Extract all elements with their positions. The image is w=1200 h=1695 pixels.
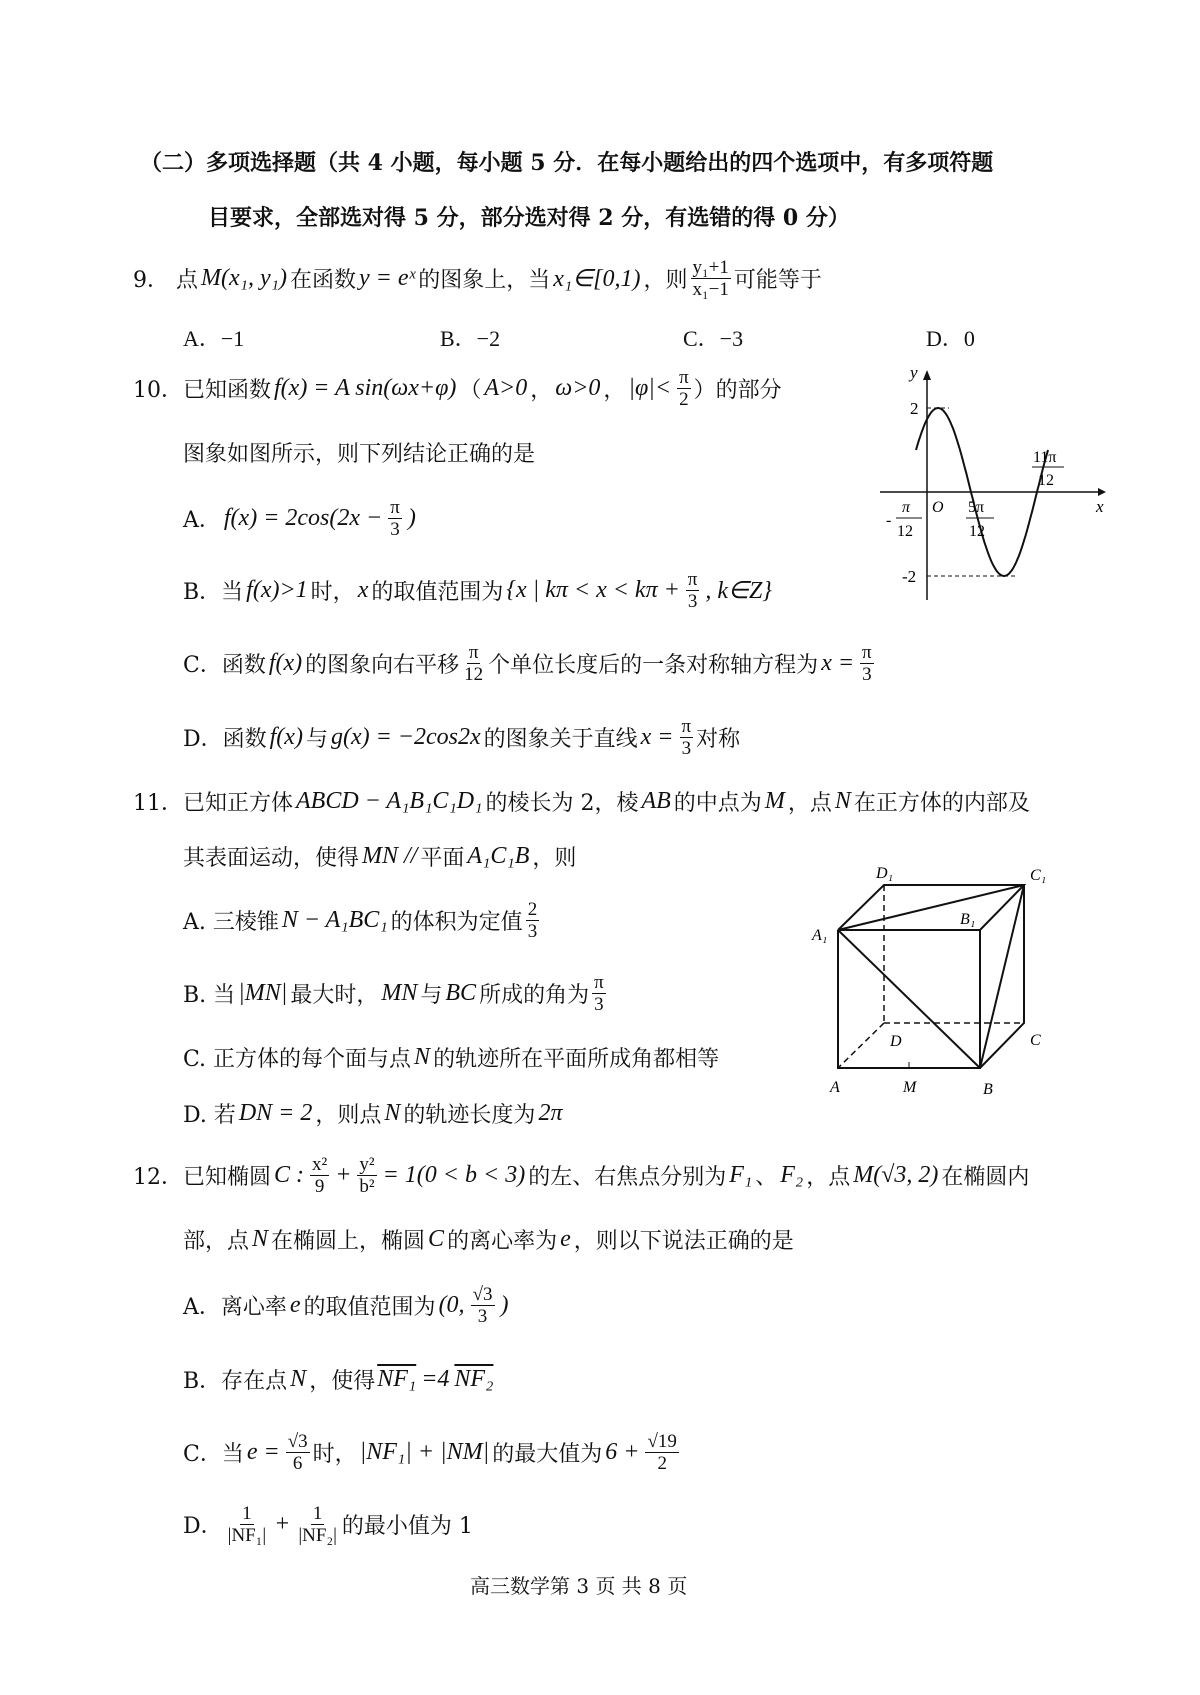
fraction-denominator: 3 [862,663,872,685]
y-min-label: -2 [902,567,917,586]
y-axis-arrow-icon [923,370,931,380]
text-segment: C．函数 [183,652,266,678]
fraction-numerator: 1 [242,1502,252,1524]
math-expression: C [428,1225,445,1252]
text-segment: 的图象向右平移 [305,652,460,678]
fraction-numerator: π [687,568,698,590]
math-expression: ) [500,1291,509,1318]
text-segment: 11．已知正方体 [133,790,293,816]
text-segment: 高三数学第 3 页 共 8 页 [470,1573,688,1598]
math-expression: ABCD − A₁B₁C₁D₁ [296,787,483,814]
text-segment: ，点 [787,790,832,816]
fraction-numerator: √3 [287,1430,308,1452]
fraction-numerator: π [594,971,604,993]
text-segment: 可能等于 [733,267,822,293]
q12-option-c [183,1432,682,1472]
q12-option-d [183,1504,473,1544]
text-segment: A．离心率 [183,1294,287,1320]
text-segment: 对称 [696,726,741,752]
math-expression: = 1(0 < b < 3) [382,1161,526,1188]
text-segment: D． [183,1513,223,1539]
label-b: B [983,1081,993,1098]
text-segment: 目要求，全部选对得 5 分，部分选对得 2 分，有选错的得 0 分） [208,204,850,231]
math-expression: e [560,1225,571,1252]
label-c1: C₁ [1030,867,1047,884]
fraction-numerator: π [862,641,872,663]
x-axis-label: x [1096,497,1104,516]
y-axis-label: y [910,363,918,382]
math-expression: |NF₁| + |NM| [359,1438,490,1465]
text-segment: B. 当 [183,982,236,1008]
q10-option-a [183,498,419,538]
math-expression: + [274,1510,291,1537]
fraction-numerator: y² [359,1153,375,1175]
fraction [357,1154,376,1197]
fraction [310,1154,329,1197]
math-expression: N [384,1099,401,1126]
section-header-line2 [208,196,850,236]
math-expression: x₁∈[0,1) [553,265,641,292]
math-expression: AB [641,787,671,814]
text-segment: A． [183,507,221,533]
math-expression: N [414,1043,431,1070]
q10-option-d [183,717,740,757]
fraction-numerator: π [681,715,692,737]
text-segment: 的体积为定值 [390,909,523,935]
text-segment: ， [530,377,553,403]
text-segment: ， [603,377,626,403]
math-expression: N − A₁BC₁ [281,906,388,933]
fraction [677,367,691,410]
q10-stem-line2 [183,432,535,472]
text-segment: B．当 [183,579,244,605]
math-expression: , k∈Z} [705,577,772,604]
q9-option-b: B．−2 [440,326,501,351]
text-segment: 的轨迹长度为 [403,1102,536,1128]
text-segment: ，使得 [309,1368,376,1394]
q11-option-d [183,1093,565,1133]
x-tick2-den: 12 [969,523,985,540]
cube-solid-edges [838,885,1024,1068]
text-segment: 与 [420,982,443,1008]
text-segment: 最大时， [290,982,379,1008]
fraction-denominator: |NF₁| [227,1524,267,1546]
math-expression: N [834,787,851,814]
math-expression: F₁ [729,1161,753,1188]
fraction [860,642,874,685]
text-segment: 的中点为 [673,790,762,816]
math-expression: F₂ [780,1161,804,1188]
text-segment: 在椭圆上，椭圆 [271,1228,426,1254]
math-expression: f(x) = A sin(ωx+φ) [274,374,457,401]
text-segment: ，则 [532,845,577,871]
fraction [471,1284,495,1327]
fraction [388,497,402,540]
math-expression: e = [246,1438,280,1465]
label-a: A [830,1079,840,1096]
label-a1: A₁ [812,927,828,944]
q10-stem-line1 [133,368,782,408]
fraction [526,899,540,942]
math-expression: f(x) = 2cos(2x − [223,504,383,531]
fraction [462,642,485,685]
fraction [686,569,700,612]
text-segment: ，则以下说法正确的是 [573,1228,794,1254]
fraction-numerator: √3 [472,1283,493,1305]
fraction-denominator: x₁−1 [692,278,729,300]
q9-option-a: A．−1 [183,326,245,351]
math-expression: A₁C₁B [467,842,530,869]
text-segment: 的离心率为 [447,1228,558,1254]
math-expression: =4 [421,1365,450,1392]
q9-option-d: D．0 [926,326,975,351]
x-tick2-num: 5π [968,499,985,516]
text-segment: ，点 [806,1164,851,1190]
section-header-line1 [140,141,993,181]
vector-expression: NF₂ [454,1365,494,1392]
fraction [226,1503,269,1546]
fraction-numerator: 1 [312,1502,323,1524]
x-tick1-den: 12 [897,523,913,540]
x-tick1-num: π [902,499,911,516]
math-expression: MN // [362,842,418,869]
math-expression: y = eˣ [358,264,416,291]
text-segment: 个单位长度后的一条对称轴方程为 [488,652,819,678]
label-m: M [903,1079,917,1096]
origin-label: O [932,499,944,516]
fraction [296,1503,339,1546]
text-segment: 其表面运动，使得 [183,845,360,871]
fraction [592,972,606,1015]
text-segment: 10．已知函数 [133,377,271,403]
q11-option-a [183,900,542,940]
fraction [286,1431,310,1474]
text-segment: 所成的角为 [479,982,590,1008]
text-segment: C．当 [183,1441,244,1467]
fraction-numerator: π [390,496,400,518]
math-expression: 6 + [605,1438,640,1465]
math-expression: e [289,1291,301,1318]
text-segment: 的取值范围为 [371,579,504,605]
text-segment: 与 [305,726,328,752]
fraction-numerator: x² [312,1153,328,1175]
cube-hidden-edges [838,885,1024,1068]
text-segment: D. 若 [183,1102,236,1128]
text-segment: 在正方体的内部及 [853,790,1030,816]
math-expression: x = [821,649,855,676]
math-expression: M(x₁, y₁) [201,264,287,291]
math-expression: {x | kπ < x < kπ + [506,576,680,603]
text-segment: D．函数 [183,726,267,752]
fraction-denominator: 3 [594,993,604,1015]
math-expression: C : [274,1161,304,1188]
x-axis-arrow-icon [1098,488,1106,496]
math-expression: |MN| [238,979,288,1006]
vector-expression: NF₁ [377,1365,417,1392]
math-expression: g(x) = −2cos2x [330,723,481,750]
math-expression: MN [381,979,418,1006]
math-expression: (0, [438,1291,465,1318]
text-segment: ，则 [643,267,688,293]
fraction [680,716,694,759]
text-segment: 的图象关于直线 [483,726,638,752]
text-segment: 9． 点 [133,267,198,293]
text-segment: 时， [310,579,355,605]
math-expression: f(x) [269,723,303,750]
fraction-denominator: 9 [314,1175,325,1197]
text-segment: 的取值范围为 [303,1294,436,1320]
q11-stem-line2 [183,836,576,876]
math-expression: BC [445,979,477,1006]
q12-option-a [183,1285,512,1325]
fraction-numerator: 2 [527,898,538,920]
fraction-numerator: π [679,366,689,388]
fraction-denominator: 3 [687,590,698,612]
math-expression: A>0 [484,374,528,401]
fraction-denominator: 2 [679,388,689,410]
text-segment: ）的部分 [693,377,782,403]
math-expression: f(x)>1 [246,576,308,603]
math-expression: x = [640,723,674,750]
math-expression: N [290,1365,307,1392]
math-expression: M(√3, 2) [853,1161,939,1188]
text-segment: ，则点 [315,1102,382,1128]
math-expression: M [764,787,785,814]
fraction-denominator: 3 [527,920,538,942]
math-expression: f(x) [268,649,303,676]
fraction-denominator: 2 [657,1452,667,1474]
text-segment: 时， [312,1441,357,1467]
q10-option-b [183,570,775,610]
text-segment: 的轨迹所在平面所成角都相等 [433,1046,720,1072]
text-segment: C. 正方体的每个面与点 [183,1046,412,1072]
q12-option-b [183,1359,495,1399]
fraction [645,1431,678,1474]
text-segment: 的图象上，当 [418,267,551,293]
text-segment: B．存在点 [183,1368,288,1394]
fraction-denominator: 6 [292,1452,303,1474]
math-expression: |φ|< [628,374,672,401]
fraction-denominator: |NF₂| [298,1524,337,1546]
text-segment: 在函数 [289,267,356,293]
q12-stem-line1 [133,1155,1029,1195]
label-c: C [1030,1032,1041,1049]
text-segment: 部，点 [183,1228,250,1254]
page-footer [470,1564,687,1604]
math-expression: x [357,576,369,603]
q9-stem [133,258,822,298]
q12-stem-line2 [183,1219,794,1259]
text-segment: 、 [755,1164,778,1190]
fraction-denominator: 3 [681,737,692,759]
math-expression: DN = 2 [238,1099,313,1126]
sine-graph [880,360,1110,610]
x-tick1-sign: - [886,512,892,529]
text-segment: 图象如图所示，则下列结论正确的是 [183,441,536,467]
math-expression: N [252,1225,269,1252]
text-segment: A. 三棱锥 [183,909,279,935]
x-tick3-den: 12 [1038,472,1054,489]
fraction [691,257,731,300]
q9-option-c: C．−3 [683,326,744,351]
math-expression: 2π [538,1099,563,1126]
fraction-numerator: π [468,641,479,663]
x-tick3-num: 11π [1033,449,1057,466]
label-d: D [890,1033,902,1050]
fraction-numerator: √19 [647,1430,677,1452]
math-expression: ) [407,504,416,531]
text-segment: 的最大值为 [492,1441,603,1467]
text-segment: （ [459,377,482,403]
text-segment: 平面 [420,845,465,871]
text-segment: 的棱长为 2，棱 [485,790,639,816]
math-expression: + [335,1161,352,1188]
fraction-denominator: 3 [477,1305,488,1327]
fraction-denominator: b² [359,1175,375,1197]
text-segment: （二）多项选择题（共 4 小题，每小题 5 分．在每小题给出的四个选项中，有多项符题 [140,149,994,176]
fraction-denominator: 3 [390,518,400,540]
q11-option-b [183,973,609,1013]
q11-stem-line1 [133,781,1030,821]
fraction-denominator: 12 [464,663,484,685]
text-segment: 12．已知椭圆 [133,1164,271,1190]
q11-option-c [183,1037,719,1077]
math-expression: ω>0 [555,374,601,401]
text-segment: 在椭圆内 [941,1164,1030,1190]
label-d1: D₁ [876,865,894,882]
fraction-numerator: y₁+1 [692,256,729,278]
label-b1: B₁ [960,911,976,928]
y-max-label: 2 [910,399,919,418]
text-segment: 的最小值为 1 [341,1513,473,1539]
text-segment: 的左、右焦点分别为 [528,1164,727,1190]
q10-option-c [183,643,877,683]
